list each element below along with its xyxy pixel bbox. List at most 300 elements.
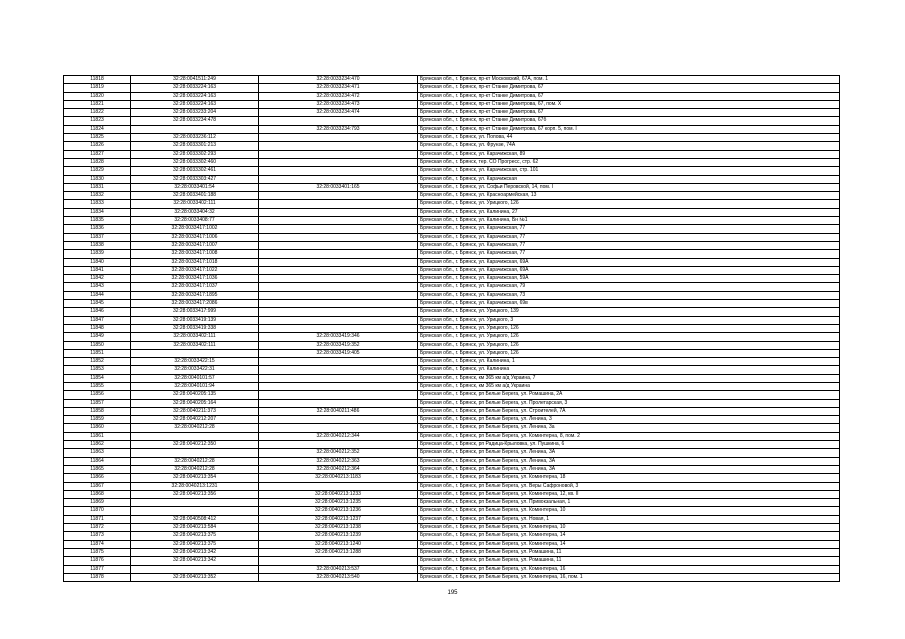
table-row	[64, 540, 840, 548]
object-cadastral-number-cell	[259, 391, 418, 399]
table-row	[64, 125, 840, 133]
table-row	[64, 507, 840, 515]
table-row	[64, 183, 840, 191]
land-cadastral-number-cell: 32:28:0040211:373	[131, 407, 259, 415]
land-cadastral-number-cell: 32:28:0033417:1007	[131, 241, 259, 249]
object-cadastral-number-cell	[259, 150, 418, 158]
land-cadastral-number-cell: 32:28:0033404:32	[131, 208, 259, 216]
address-cell: Брянская обл., г. Брянск, рп Белые Берега, ул. Ленина, 3	[418, 416, 840, 424]
land-cadastral-number-cell: 32:28:0040213:342	[131, 557, 259, 565]
land-cadastral-number-cell: 32:28:0033417:1002	[131, 225, 259, 233]
object-cadastral-number-cell	[259, 324, 418, 332]
address-cell: Брянская обл., г. Брянск, рп Белые Берега, ул. Коминтерна, 8, пом. 2	[418, 432, 840, 440]
row-number-cell: 11866	[64, 474, 131, 482]
address-cell: Брянская обл., г. Брянск, пр-кт Московский, 67А, пом. 1	[418, 76, 840, 84]
row-number-cell: 11820	[64, 92, 131, 100]
row-number-cell: 11846	[64, 308, 131, 316]
row-number-cell: 11871	[64, 515, 131, 523]
table-row	[64, 374, 840, 382]
land-cadastral-number-cell: 32:28:0033224:163	[131, 84, 259, 92]
row-number-cell: 11837	[64, 233, 131, 241]
table-row	[64, 250, 840, 258]
address-cell: Брянская обл., г. Брянск, ул. Софьи Перовской, 14, пом. I	[418, 183, 840, 191]
object-cadastral-number-cell	[259, 441, 418, 449]
address-cell: Брянская обл., г. Брянск, рп Радица-Крыловка, ул. Пушкина, 6	[418, 441, 840, 449]
address-cell: Брянская обл., г. Брянск, ул. Карачижская, 77	[418, 225, 840, 233]
object-cadastral-number-cell	[259, 158, 418, 166]
row-number-cell: 11876	[64, 557, 131, 565]
object-cadastral-number-cell: 32:28:0040213:1238	[259, 524, 418, 532]
object-cadastral-number-cell: 32:28:0040213:1235	[259, 499, 418, 507]
row-number-cell: 11860	[64, 424, 131, 432]
row-number-cell: 11878	[64, 573, 131, 581]
object-cadastral-number-cell: 32:28:0040211:486	[259, 407, 418, 415]
table-row	[64, 524, 840, 532]
table-row	[64, 241, 840, 249]
object-cadastral-number-cell: 32:28:0033234:473	[259, 100, 418, 108]
object-cadastral-number-cell: 32:28:0040213:1183	[259, 474, 418, 482]
object-cadastral-number-cell: 32:28:0033234:474	[259, 109, 418, 117]
table-row	[64, 258, 840, 266]
address-cell: Брянская обл., г. Брянск, ул. Карачижская, 69А	[418, 266, 840, 274]
row-number-cell: 11831	[64, 183, 131, 191]
row-number-cell: 11868	[64, 490, 131, 498]
land-cadastral-number-cell: 32:28:0040101:57	[131, 374, 259, 382]
land-cadastral-number-cell: 32:28:0033302:293	[131, 150, 259, 158]
row-number-cell: 11826	[64, 142, 131, 150]
land-cadastral-number-cell: 32:28:0040212:28	[131, 424, 259, 432]
object-cadastral-number-cell	[259, 482, 418, 490]
table-row	[64, 117, 840, 125]
table-row	[64, 175, 840, 183]
address-cell: Брянская обл., г. Брянск, рп Белые Берега, ул. Строителей, 7А	[418, 407, 840, 415]
address-cell: Брянская обл., г. Брянск, ул. Фрунзе, 74А	[418, 142, 840, 150]
land-cadastral-number-cell: 32:28:0040213:584	[131, 524, 259, 532]
address-cell: Брянская обл., г. Брянск, рп Белые Берега, ул. Ромашина, 11	[418, 557, 840, 565]
address-cell: Брянская обл., г. Брянск, ул. Урицкого, 126	[418, 333, 840, 341]
address-cell: Брянская обл., г. Брянск, ул. Урицкого, 139	[418, 308, 840, 316]
address-cell: Брянская обл., г. Брянск, рп Белые Берега, ул. Коминтерна, 14	[418, 540, 840, 548]
row-number-cell: 11877	[64, 565, 131, 573]
row-number-cell: 11873	[64, 532, 131, 540]
table-row	[64, 416, 840, 424]
address-cell: Брянская обл., г. Брянск, рп Белые Берега, ул. Ленина, 3А	[418, 457, 840, 465]
land-cadastral-number-cell: 32:28:0033419:338	[131, 324, 259, 332]
object-cadastral-number-cell: 32:28:0040212:363	[259, 457, 418, 465]
table-row	[64, 565, 840, 573]
object-cadastral-number-cell	[259, 358, 418, 366]
row-number-cell: 11863	[64, 449, 131, 457]
row-number-cell: 11834	[64, 208, 131, 216]
land-cadastral-number-cell: 32:28:0033417:1018	[131, 258, 259, 266]
table-row	[64, 225, 840, 233]
object-cadastral-number-cell: 32:28:0033234:472	[259, 92, 418, 100]
table-row	[64, 515, 840, 523]
row-number-cell: 11875	[64, 548, 131, 556]
table-row	[64, 208, 840, 216]
object-cadastral-number-cell	[259, 266, 418, 274]
address-cell: Брянская обл., г. Брянск, ул. Карачижская, 59А	[418, 275, 840, 283]
row-number-cell: 11859	[64, 416, 131, 424]
address-cell: Брянская обл., г. Брянск, рп Белые Берега, ул. Ленина, 3а	[418, 424, 840, 432]
address-cell: Брянская обл., г. Брянск, ул. Красноармейская, 13	[418, 192, 840, 200]
table-row	[64, 449, 840, 457]
table-row	[64, 283, 840, 291]
row-number-cell: 11818	[64, 76, 131, 84]
address-cell: Брянская обл., г. Брянск, км 365 км а/д Украина	[418, 382, 840, 390]
row-number-cell: 11850	[64, 341, 131, 349]
row-number-cell: 11869	[64, 499, 131, 507]
object-cadastral-number-cell	[259, 233, 418, 241]
land-cadastral-number-cell: 32:28:0033234:478	[131, 117, 259, 125]
table-row	[64, 407, 840, 415]
object-cadastral-number-cell: 32:28:0033419:346	[259, 333, 418, 341]
land-cadastral-number-cell: 32:28:0033402:111	[131, 333, 259, 341]
object-cadastral-number-cell: 32:28:0040213:1240	[259, 540, 418, 548]
address-cell: Брянская обл., г. Брянск, пр-кт Станке Димитрова, 67, пом. X	[418, 100, 840, 108]
table-row	[64, 308, 840, 316]
address-cell: Брянская обл., г. Брянск, пр-кт Станке Димитрова, 67	[418, 109, 840, 117]
table-row	[64, 548, 840, 556]
land-cadastral-number-cell: 32:28:0033302:461	[131, 167, 259, 175]
row-number-cell: 11858	[64, 407, 131, 415]
table-row	[64, 382, 840, 390]
address-cell: Брянская обл., г. Брянск, ул. Карачижская, 69в	[418, 300, 840, 308]
row-number-cell: 11847	[64, 316, 131, 324]
row-number-cell: 11857	[64, 399, 131, 407]
object-cadastral-number-cell: 32:28:0033234:471	[259, 84, 418, 92]
land-cadastral-number-cell: 32:28:0033417:999	[131, 308, 259, 316]
table-row	[64, 233, 840, 241]
land-cadastral-number-cell	[131, 449, 259, 457]
address-cell: Брянская обл., г. Брянск, ул. Урицкого, 126	[418, 341, 840, 349]
row-number-cell: 11872	[64, 524, 131, 532]
object-cadastral-number-cell	[259, 167, 418, 175]
land-cadastral-number-cell: 32:28:0040212:207	[131, 416, 259, 424]
row-number-cell: 11842	[64, 275, 131, 283]
row-number-cell: 11861	[64, 432, 131, 440]
cadastral-table-body	[64, 76, 840, 582]
address-cell: Брянская обл., г. Брянск, ул. Урицкого, 3	[418, 316, 840, 324]
land-cadastral-number-cell: 32:28:0040213:354	[131, 474, 259, 482]
land-cadastral-number-cell: 32:28:0040213:342	[131, 548, 259, 556]
row-number-cell: 11865	[64, 465, 131, 473]
land-cadastral-number-cell: 32:28:0033422:31	[131, 366, 259, 374]
table-row	[64, 573, 840, 581]
object-cadastral-number-cell	[259, 382, 418, 390]
object-cadastral-number-cell	[259, 192, 418, 200]
land-cadastral-number-cell: 32:28:0033402:111	[131, 341, 259, 349]
address-cell: Брянская обл., г. Брянск, рп Белые Берега, ул. Коминтерна, 16, пом. 1	[418, 573, 840, 581]
address-cell: Брянская обл., г. Брянск, ул. Урицкого, 126	[418, 349, 840, 357]
object-cadastral-number-cell: 32:28:0040213:1233	[259, 490, 418, 498]
land-cadastral-number-cell: 32:28:0040212:28	[131, 465, 259, 473]
land-cadastral-number-cell	[131, 565, 259, 573]
land-cadastral-number-cell: 32:28:0033417:1006	[131, 233, 259, 241]
address-cell: Брянская обл., г. Брянск, ул. Карачижская	[418, 175, 840, 183]
table-row	[64, 134, 840, 142]
address-cell: Брянская обл., г. Брянск, рп Белые Берега, ул. Коминтерна, 16	[418, 565, 840, 573]
table-row	[64, 482, 840, 490]
address-cell: Брянская обл., г. Брянск, ул. Калинина, 27	[418, 208, 840, 216]
table-row	[64, 432, 840, 440]
object-cadastral-number-cell	[259, 366, 418, 374]
land-cadastral-number-cell: 32:28:0040213:1231	[131, 482, 259, 490]
row-number-cell: 11849	[64, 333, 131, 341]
object-cadastral-number-cell: 32:28:0033419:352	[259, 341, 418, 349]
table-row	[64, 100, 840, 108]
row-number-cell: 11819	[64, 84, 131, 92]
table-row	[64, 142, 840, 150]
object-cadastral-number-cell: 32:28:0040212:352	[259, 449, 418, 457]
address-cell: Брянская обл., г. Брянск, рп Белые Берега, ул. Коминтерна, 10	[418, 507, 840, 515]
address-cell: Брянская обл., г. Брянск, ул. Карачижская, 77	[418, 250, 840, 258]
land-cadastral-number-cell: 32:28:0040205:135	[131, 391, 259, 399]
row-number-cell: 11852	[64, 358, 131, 366]
land-cadastral-number-cell: 32:28:0033224:163	[131, 92, 259, 100]
address-cell: Брянская обл., г. Брянск, ул. Калинина, 1	[418, 358, 840, 366]
land-cadastral-number-cell	[131, 499, 259, 507]
row-number-cell: 11832	[64, 192, 131, 200]
address-cell: Брянская обл., г. Брянск, ул. Попова, 44	[418, 134, 840, 142]
table-row	[64, 150, 840, 158]
land-cadastral-number-cell: 32:28:0040213:356	[131, 490, 259, 498]
row-number-cell: 11862	[64, 441, 131, 449]
table-row	[64, 333, 840, 341]
object-cadastral-number-cell	[259, 291, 418, 299]
table-row	[64, 84, 840, 92]
table-row	[64, 324, 840, 332]
address-cell: Брянская обл., г. Брянск, ул. Карачижская, 77	[418, 241, 840, 249]
land-cadastral-number-cell: 32:28:0040212:28	[131, 457, 259, 465]
row-number-cell: 11874	[64, 540, 131, 548]
land-cadastral-number-cell: 32:28:0040212:350	[131, 441, 259, 449]
object-cadastral-number-cell: 32:28:0040212:364	[259, 465, 418, 473]
object-cadastral-number-cell: 32:28:0033419:405	[259, 349, 418, 357]
table-row	[64, 490, 840, 498]
table-row	[64, 291, 840, 299]
object-cadastral-number-cell	[259, 200, 418, 208]
table-row	[64, 366, 840, 374]
object-cadastral-number-cell	[259, 241, 418, 249]
address-cell: Брянская обл., г. Брянск, рп Белые Берега, ул. Ленина, 3А	[418, 449, 840, 457]
row-number-cell: 11827	[64, 150, 131, 158]
row-number-cell: 11836	[64, 225, 131, 233]
address-cell: Брянская обл., г. Брянск, рп Белые Берега, ул. Новая, 1	[418, 515, 840, 523]
address-cell: Брянская обл., г. Брянск, рп Белые Берега, ул. Коминтерна, 18	[418, 474, 840, 482]
object-cadastral-number-cell: 32:28:0040213:1237	[259, 515, 418, 523]
land-cadastral-number-cell: 32:28:0033417:1022	[131, 266, 259, 274]
address-cell: Брянская обл., г. Брянск, ул. Калинина	[418, 366, 840, 374]
table-row	[64, 358, 840, 366]
address-cell: Брянская обл., г. Брянск, ул. Карачижская, стр. 101	[418, 167, 840, 175]
object-cadastral-number-cell	[259, 424, 418, 432]
address-cell: Брянская обл., г. Брянск, рп Белые Берега, ул. Привокзальная, 1	[418, 499, 840, 507]
table-row	[64, 200, 840, 208]
land-cadastral-number-cell: 32:28:0033417:1036	[131, 275, 259, 283]
address-cell: Брянская обл., г. Брянск, ул. Карачижская, 73	[418, 291, 840, 299]
land-cadastral-number-cell: 32:28:0040213:352	[131, 573, 259, 581]
object-cadastral-number-cell: 32:28:0033401:165	[259, 183, 418, 191]
object-cadastral-number-cell	[259, 142, 418, 150]
row-number-cell: 11845	[64, 300, 131, 308]
table-row	[64, 300, 840, 308]
address-cell: Брянская обл., г. Брянск, рп Белые Берега, ул. Ромашина, 11	[418, 548, 840, 556]
table-row	[64, 424, 840, 432]
address-cell: Брянская обл., г. Брянск, рп Белые Берега, ул. Коминтерна, 14	[418, 532, 840, 540]
land-cadastral-number-cell: 32:28:0033401:54	[131, 183, 259, 191]
land-cadastral-number-cell: 32:28:0040213:375	[131, 540, 259, 548]
land-cadastral-number-cell: 32:28:0040205:164	[131, 399, 259, 407]
table-row	[64, 399, 840, 407]
table-row	[64, 499, 840, 507]
table-row	[64, 349, 840, 357]
address-cell: Брянская обл., г. Брянск, км 365 км а/д Украина, 7	[418, 374, 840, 382]
page-number: 195	[447, 590, 458, 596]
address-cell: Брянская обл., г. Брянск, пр-кт Станке Димитрова, 67	[418, 84, 840, 92]
object-cadastral-number-cell: 32:28:0040212:344	[259, 432, 418, 440]
land-cadastral-number-cell: 32:28:0033302:460	[131, 158, 259, 166]
row-number-cell: 11840	[64, 258, 131, 266]
table-row	[64, 217, 840, 225]
land-cadastral-number-cell: 32:28:0040508:412	[131, 515, 259, 523]
land-cadastral-number-cell: 32:28:0033236:112	[131, 134, 259, 142]
object-cadastral-number-cell	[259, 258, 418, 266]
land-cadastral-number-cell: 32:28:0033417:1008	[131, 250, 259, 258]
object-cadastral-number-cell	[259, 208, 418, 216]
object-cadastral-number-cell: 32:28:0040213:540	[259, 573, 418, 581]
land-cadastral-number-cell: 32:28:0033402:111	[131, 200, 259, 208]
address-cell: Брянская обл., г. Брянск, тер. СО Прогресс, стр. 62	[418, 158, 840, 166]
row-number-cell: 11853	[64, 366, 131, 374]
land-cadastral-number-cell: 32:28:0033408:77	[131, 217, 259, 225]
row-number-cell: 11854	[64, 374, 131, 382]
land-cadastral-number-cell: 32:28:0033417:2086	[131, 300, 259, 308]
address-cell: Брянская обл., г. Брянск, рп Белые Берега, ул. Пролетарская, 3	[418, 399, 840, 407]
row-number-cell: 11841	[64, 266, 131, 274]
land-cadastral-number-cell: 32:28:0033422:15	[131, 358, 259, 366]
table-row	[64, 76, 840, 84]
object-cadastral-number-cell	[259, 557, 418, 565]
address-cell: Брянская обл., г. Брянск, ул. Карачижская, 69А	[418, 258, 840, 266]
row-number-cell: 11828	[64, 158, 131, 166]
object-cadastral-number-cell	[259, 416, 418, 424]
row-number-cell: 11838	[64, 241, 131, 249]
address-cell: Брянская обл., г. Брянск, ул. Урицкого, 126	[418, 200, 840, 208]
object-cadastral-number-cell	[259, 300, 418, 308]
land-cadastral-number-cell: 32:28:0033401:188	[131, 192, 259, 200]
table-row	[64, 316, 840, 324]
table-row	[64, 158, 840, 166]
row-number-cell: 11830	[64, 175, 131, 183]
row-number-cell: 11835	[64, 217, 131, 225]
object-cadastral-number-cell	[259, 117, 418, 125]
object-cadastral-number-cell	[259, 175, 418, 183]
address-cell: Брянская обл., г. Брянск, пр-кт Станке Димитрова, 67	[418, 92, 840, 100]
table-row	[64, 92, 840, 100]
land-cadastral-number-cell: 32:28:0033303:427	[131, 175, 259, 183]
land-cadastral-number-cell: 32:28:0041511:249	[131, 76, 259, 84]
object-cadastral-number-cell	[259, 275, 418, 283]
table-row	[64, 391, 840, 399]
table-row	[64, 341, 840, 349]
cadastral-table	[63, 75, 840, 582]
row-number-cell: 11822	[64, 109, 131, 117]
table-row	[64, 474, 840, 482]
table-row	[64, 465, 840, 473]
table-row	[64, 192, 840, 200]
row-number-cell: 11843	[64, 283, 131, 291]
row-number-cell: 11851	[64, 349, 131, 357]
table-row	[64, 441, 840, 449]
land-cadastral-number-cell: 32:28:0040213:375	[131, 532, 259, 540]
address-cell: Брянская обл., г. Брянск, ул. Карачижская, 79	[418, 283, 840, 291]
land-cadastral-number-cell: 32:28:0040101:94	[131, 382, 259, 390]
row-number-cell: 11824	[64, 125, 131, 133]
table-row	[64, 109, 840, 117]
object-cadastral-number-cell	[259, 217, 418, 225]
land-cadastral-number-cell	[131, 125, 259, 133]
table-row	[64, 532, 840, 540]
row-number-cell: 11839	[64, 250, 131, 258]
row-number-cell: 11833	[64, 200, 131, 208]
address-cell: Брянская обл., г. Брянск, рп Белые Берега, ул. Ленина, 3А	[418, 465, 840, 473]
table-row	[64, 557, 840, 565]
address-cell: Брянская обл., г. Брянск, рп Белые Берега, ул. Коминтерна, 12, кв. II	[418, 490, 840, 498]
address-cell: Брянская обл., г. Брянск, ул. Урицкого, 126	[418, 324, 840, 332]
land-cadastral-number-cell: 32:28:0033417:1895	[131, 291, 259, 299]
object-cadastral-number-cell	[259, 399, 418, 407]
address-cell: Брянская обл., г. Брянск, пр-кт Станке Димитрова, 67б	[418, 117, 840, 125]
land-cadastral-number-cell	[131, 432, 259, 440]
object-cadastral-number-cell	[259, 308, 418, 316]
object-cadastral-number-cell	[259, 250, 418, 258]
address-cell: Брянская обл., г. Брянск, ул. Калинина, Бн №1	[418, 217, 840, 225]
object-cadastral-number-cell: 32:28:0033234:793	[259, 125, 418, 133]
row-number-cell: 11823	[64, 117, 131, 125]
row-number-cell: 11825	[64, 134, 131, 142]
row-number-cell: 11870	[64, 507, 131, 515]
land-cadastral-number-cell	[131, 349, 259, 357]
object-cadastral-number-cell: 32:28:0033234:470	[259, 76, 418, 84]
land-cadastral-number-cell: 32:28:0033417:1037	[131, 283, 259, 291]
land-cadastral-number-cell: 32:28:0033233:204	[131, 109, 259, 117]
row-number-cell: 11856	[64, 391, 131, 399]
object-cadastral-number-cell	[259, 316, 418, 324]
object-cadastral-number-cell	[259, 134, 418, 142]
table-row	[64, 167, 840, 175]
table-row	[64, 457, 840, 465]
table-row	[64, 275, 840, 283]
row-number-cell: 11855	[64, 382, 131, 390]
land-cadastral-number-cell	[131, 507, 259, 515]
row-number-cell: 11829	[64, 167, 131, 175]
land-cadastral-number-cell: 32:28:0033224:163	[131, 100, 259, 108]
object-cadastral-number-cell: 32:28:0040213:1236	[259, 507, 418, 515]
address-cell: Брянская обл., г. Брянск, ул. Карачижская, 89	[418, 150, 840, 158]
object-cadastral-number-cell	[259, 283, 418, 291]
object-cadastral-number-cell	[259, 225, 418, 233]
table-row	[64, 266, 840, 274]
address-cell: Брянская обл., г. Брянск, рп Белые Берега, ул. Коминтерна, 10	[418, 524, 840, 532]
object-cadastral-number-cell	[259, 374, 418, 382]
row-number-cell: 11867	[64, 482, 131, 490]
address-cell: Брянская обл., г. Брянск, ул. Карачижская, 77	[418, 233, 840, 241]
address-cell: Брянская обл., г. Брянск, рп Белые Берега, ул. Веры Сафроновой, 3	[418, 482, 840, 490]
object-cadastral-number-cell: 32:28:0040213:1288	[259, 548, 418, 556]
object-cadastral-number-cell: 32:28:0040213:1239	[259, 532, 418, 540]
object-cadastral-number-cell: 32:28:0040213:537	[259, 565, 418, 573]
